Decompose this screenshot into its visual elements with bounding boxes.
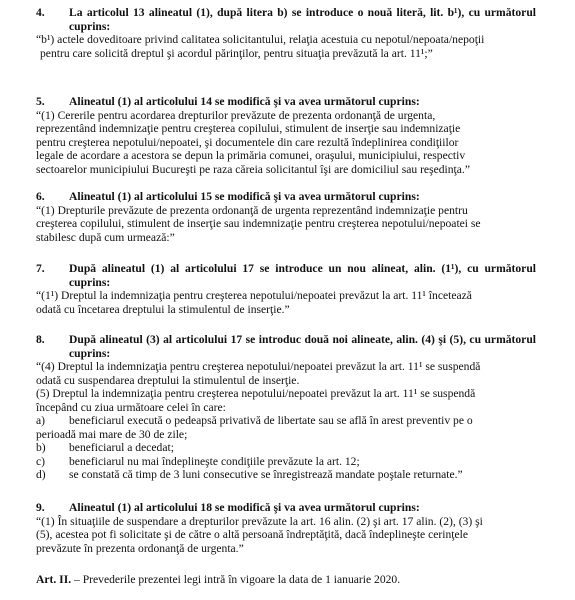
section-heading: Alineatul (1) al articolului 15 se modifică şi va avea următorul cuprins:: [69, 190, 420, 203]
article-ii-paragraph: [36, 573, 400, 587]
text-line: prevăzute în prezenta ordonanţă de urgenta.”: [36, 541, 244, 555]
text-line: odată cu încetarea dreptului la stimulentul de inserţie.”: [36, 302, 290, 316]
list-marker: b): [36, 441, 46, 454]
list-item: [36, 468, 536, 482]
list-item-text: beneficiarul nu mai îndeplineşte condiţiile prevăzute la art. 12;: [69, 454, 360, 468]
text-line: odată cu suspendarea dreptului la stimulentul de inserţie.: [36, 373, 300, 387]
article-text: – Prevederile prezentei legi intră în vigoare la data de 1 ianuarie 2020.: [71, 573, 401, 586]
text-line: (5), acestea pot fi solicitate şi de către o altă persoană îndreptăţită, dacă îndeplineşte cerinţele: [36, 528, 468, 541]
section-heading: Alineatul (1) al articolului 18 se modifică şi va avea următorul cuprins:: [69, 501, 420, 514]
list-item-text: beneficiarul a decedat;: [69, 441, 174, 454]
section-number: 4.: [36, 6, 45, 19]
section-heading: Alineatul (1) al articolului 14 se modifică şi va avea următorul cuprins:: [69, 95, 420, 108]
text-line: pentru care solicită dreptul şi acordul părinţilor, pentru situaţia prevăzută la art. 11¹;”: [40, 46, 433, 60]
list-marker: d): [36, 468, 46, 481]
section-heading: După alineatul (1) al articolului 17 se introduce un nou alineat, alin. (1¹), cu următorul cuprins:: [69, 262, 536, 289]
section-number: 8.: [36, 333, 45, 346]
text-line: creşterea copilului, stimulent de inserţie sau indemnizaţie pentru creşterea nepotului/nepoatei se: [36, 217, 481, 230]
text-line: perioadă mai mare de 30 de zile;: [36, 427, 188, 441]
list-marker: c): [36, 454, 46, 468]
list-item: [36, 441, 536, 455]
section-number: 9.: [36, 501, 45, 514]
text-line: “(1¹) Dreptul la indemnizaţia pentru creşterea nepotului/nepoatei prevăzut la art. 11¹ încetează: [36, 289, 472, 302]
section-4: [36, 6, 536, 60]
text-line: reprezentând indemnizaţie pentru creşterea copilului, stimulent de inserţie sau indemnizaţie: [36, 122, 461, 135]
list-item: [36, 455, 536, 469]
list-item-text: se constată că timp de 3 luni consecutive se înregistrează mandate poştale returnate.”: [69, 468, 463, 481]
section-number: 6.: [36, 190, 45, 203]
section-5: [36, 95, 536, 176]
section-number: 5.: [36, 95, 45, 108]
text-line: “b¹) actele doveditoare privind calitatea solicitantului, relaţia acestuia cu nepotul/nepoata/nepoţii: [36, 33, 485, 46]
article-label: Art. II.: [36, 573, 72, 586]
section-6: [36, 190, 536, 244]
text-line: “(1) Cererile pentru acordarea drepturilor prevăzute de prezenta ordonanţă de urgenta,: [36, 108, 436, 122]
text-line: “(1) În situaţiile de suspendare a drepturilor prevăzute la art. 16 alin. (2) şi art. 17 alin. (2), (3) şi: [36, 514, 483, 528]
section-7: [36, 262, 536, 316]
section-9: [36, 501, 536, 555]
text-line: începând cu ziua următoare celei în care:: [36, 400, 226, 414]
list-marker: a): [36, 414, 46, 427]
section-heading: După alineatul (3) al articolului 17 se introduc două noi alineate, alin. (4) şi (5), cu următorul cuprins:: [69, 333, 536, 360]
section-8: [36, 333, 536, 482]
section-number: 7.: [36, 262, 45, 275]
text-line: legale de acordare a acestora se depun la primăria comunei, oraşului, municipiului, respectiv: [36, 149, 466, 162]
text-line: sectoarelor municipiului Bucureşti pe raza căreia solicitantul îşi are domiciliul sau reşedinţa.”: [36, 162, 470, 176]
section-heading: La articolul 13 alineatul (1), după litera b) se introduce o nouă literă, lit. b¹), cu următorul cuprins:: [69, 6, 536, 33]
text-line: stabilesc după cum urmează:”: [36, 230, 175, 244]
text-line: pentru creşterea nepotului/nepoatei, şi documentele din care rezultă îndeplinirea condiţiilor: [36, 135, 459, 149]
text-line: (5) Dreptul la indemnizaţia pentru creşterea nepotului/nepoatei prevăzut la art. 11¹ se suspendă: [36, 387, 476, 400]
text-line: “(1) Drepturile prevăzute de prezenta ordonanţă de urgenta reprezentând indemnizaţie pentru: [36, 203, 468, 217]
list-item-text: beneficiarul execută o pedeapsă privativă de libertate sau se află în arest preventiv pe o: [69, 414, 473, 427]
list-item: [36, 414, 536, 428]
text-line: “(4) Dreptul la indemnizaţia pentru creşterea nepotului/nepoatei prevăzut la art. 11¹ se suspendă: [36, 360, 481, 373]
